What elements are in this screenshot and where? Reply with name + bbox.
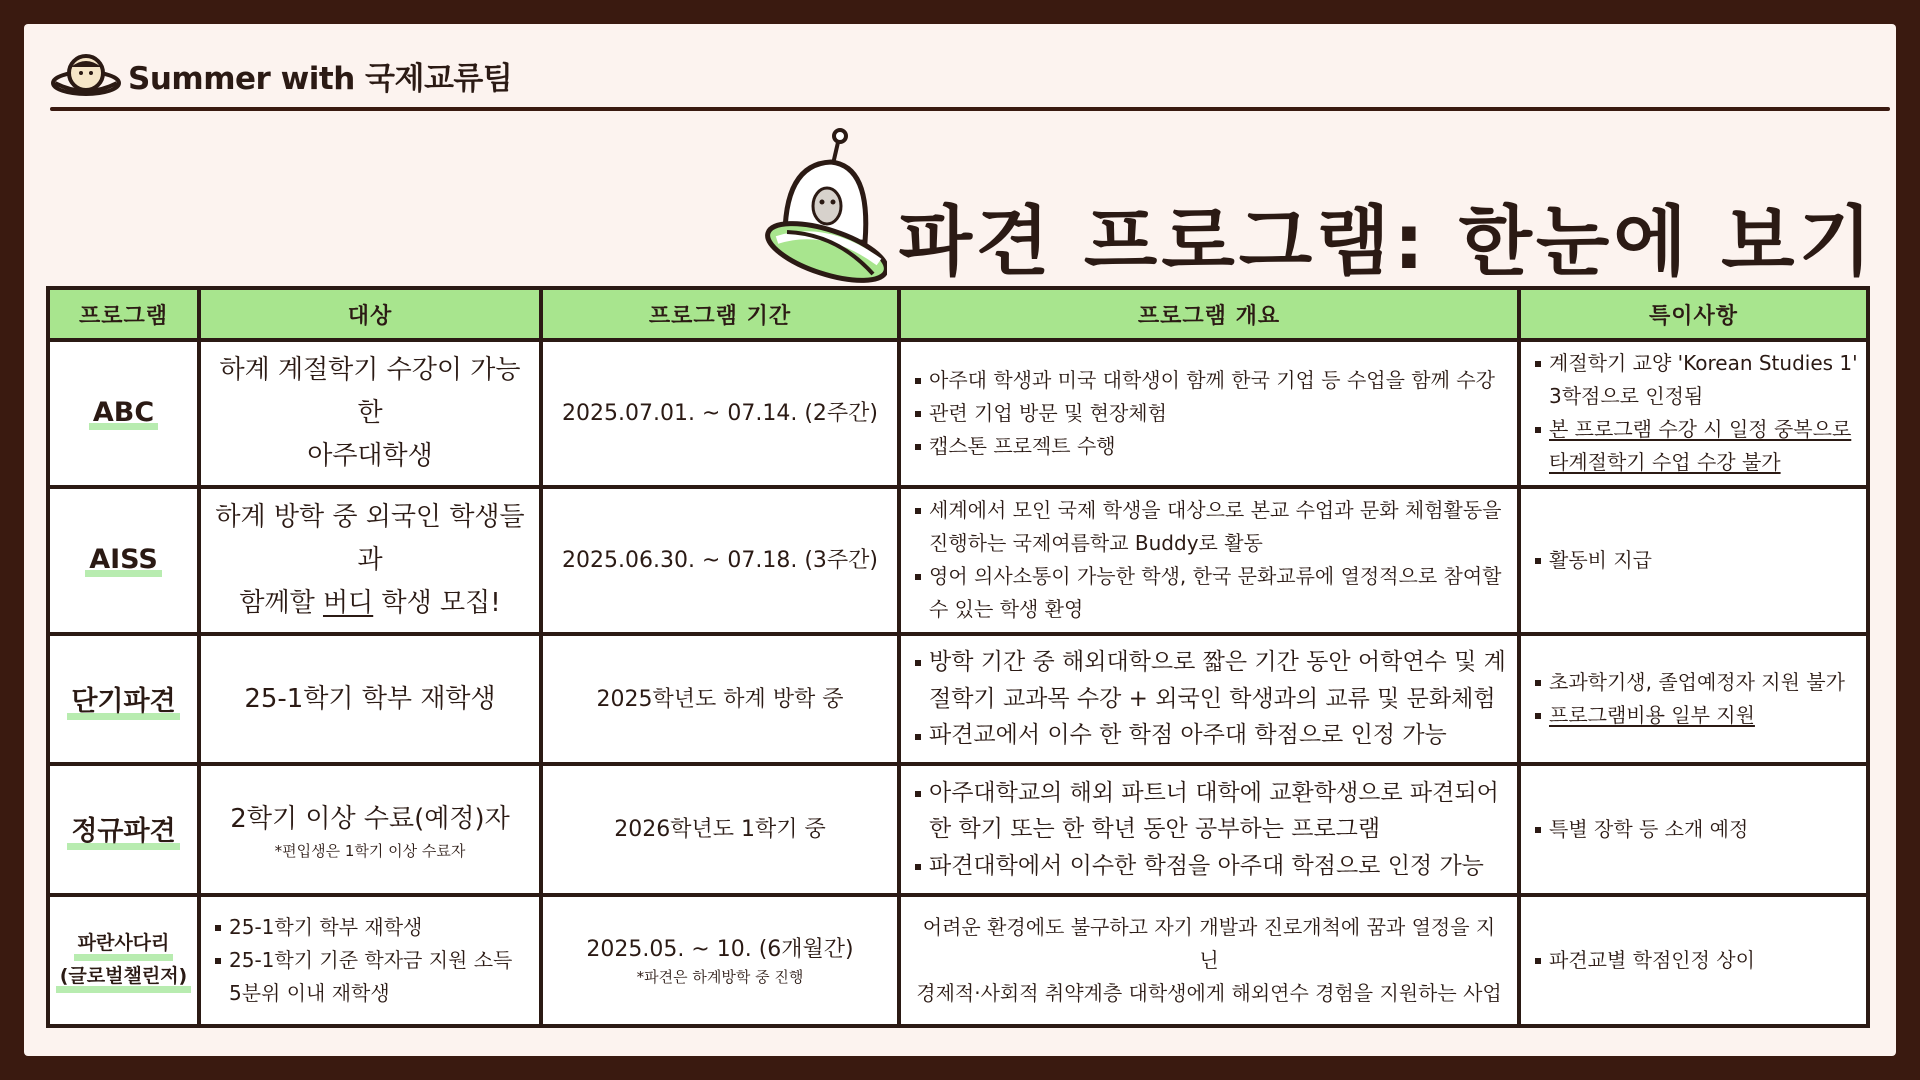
overview-cell <box>899 634 1519 765</box>
period-cell: 2025.06.30. ~ 07.18. (3주간) <box>541 487 899 634</box>
target-cell <box>199 895 541 1026</box>
list-item: 파견교에서 이수 한 학점 아주대 학점으로 인정 가능 <box>915 717 1509 754</box>
list-item: 25-1학기 기준 학자금 지원 소득 5분위 이내 재학생 <box>215 944 531 1010</box>
list-item: 영어 의사소통이 가능한 학생, 한국 문화교류에 열정적으로 참여할 수 있는 학생 환영 <box>915 560 1509 626</box>
list-item: 본 프로그램 수강 시 일정 중복으로 타계절학기 수업 수강 불가 <box>1535 413 1858 479</box>
program-table-wrap <box>46 286 1866 1028</box>
table-row <box>48 764 1868 895</box>
list-item: 방학 기간 중 해외대학으로 짧은 기간 동안 어학연수 및 계절학기 교과목 수강 + 외국인 학생과의 교류 및 문화체험 <box>915 644 1509 718</box>
alien-ufo-icon <box>747 124 887 294</box>
overview-cell <box>899 487 1519 634</box>
target-cell: 2학기 이상 수료(예정)자 *편입생은 1학기 이상 수료자 <box>199 764 541 895</box>
list-item: 파견교별 학점인정 상이 <box>1535 944 1858 977</box>
col-header-notes: 특이사항 <box>1519 288 1868 340</box>
list-item: 관련 기업 방문 및 현장체험 <box>915 397 1509 430</box>
overview-cell <box>899 764 1519 895</box>
target-cell: 하계 방학 중 외국인 학생들과 함께할 버디 학생 모집! <box>199 487 541 634</box>
program-cell: 단기파견 <box>48 634 199 765</box>
notes-cell <box>1519 634 1868 765</box>
target-cell: 25-1학기 학부 재학생 <box>199 634 541 765</box>
period-cell: 2026학년도 1학기 중 <box>541 764 899 895</box>
program-cell: 파란사다리 (글로벌챌린저) <box>48 895 199 1026</box>
program-cell: AISS <box>48 487 199 634</box>
list-item: 초과학기생, 졸업예정자 지원 불가 <box>1535 666 1858 699</box>
period-cell: 2025학년도 하계 방학 중 <box>541 634 899 765</box>
period-cell: 2025.05. ~ 10. (6개월간) *파견은 하계방학 중 진행 <box>541 895 899 1026</box>
col-header-period: 프로그램 기간 <box>541 288 899 340</box>
list-item: 특별 장학 등 소개 예정 <box>1535 813 1858 846</box>
hero <box>747 92 1876 302</box>
table-row <box>48 895 1868 1026</box>
list-item: 25-1학기 학부 재학생 <box>215 911 531 944</box>
table-row <box>48 340 1868 487</box>
planet-mascot-icon <box>50 47 122 103</box>
target-cell: 하계 계절학기 수강이 가능한 아주대학생 <box>199 340 541 487</box>
table-row <box>48 634 1868 765</box>
list-item: 아주대학교의 해외 파트너 대학에 교환학생으로 파견되어 한 학기 또는 한 학년 동안 공부하는 프로그램 <box>915 775 1509 849</box>
list-item: 활동비 지급 <box>1535 544 1858 577</box>
notes-cell <box>1519 340 1868 487</box>
list-item: 파견대학에서 이수한 학점을 아주대 학점으로 인정 가능 <box>915 848 1509 885</box>
list-item: 계절학기 교양 'Korean Studies 1' 3학점으로 인정됨 <box>1535 347 1858 413</box>
page-frame <box>24 24 1896 1056</box>
overview-cell: 어려운 환경에도 불구하고 자기 개발과 진로개척에 꿈과 열정을 지닌 경제적·사회적 취약계층 대학생에게 해외연수 경험을 지원하는 사업 <box>899 895 1519 1026</box>
notes-cell <box>1519 487 1868 634</box>
program-table <box>46 286 1870 1028</box>
list-item: 캡스톤 프로젝트 수행 <box>915 430 1509 463</box>
notes-cell <box>1519 895 1868 1026</box>
overview-cell <box>899 340 1519 487</box>
program-cell: ABC <box>48 340 199 487</box>
program-cell: 정규파견 <box>48 764 199 895</box>
col-header-overview: 프로그램 개요 <box>899 288 1519 340</box>
col-header-program: 프로그램 <box>48 288 199 340</box>
table-header-row <box>48 288 1868 340</box>
period-cell: 2025.07.01. ~ 07.14. (2주간) <box>541 340 899 487</box>
list-item: 세계에서 모인 국제 학생을 대상으로 본교 수업과 문화 체험활동을 진행하는 국제여름학교 Buddy로 활동 <box>915 494 1509 560</box>
list-item: 프로그램비용 일부 지원 <box>1535 699 1858 732</box>
page-title: 파견 프로그램: 한눈에 보기 <box>898 197 1876 286</box>
col-header-target: 대상 <box>199 288 541 340</box>
list-item: 아주대 학생과 미국 대학생이 함께 한국 기업 등 수업을 함께 수강 <box>915 364 1509 397</box>
notes-cell <box>1519 764 1868 895</box>
table-row <box>48 487 1868 634</box>
brand-title: Summer with 국제교류팀 <box>128 60 513 97</box>
brand-header <box>50 40 512 110</box>
